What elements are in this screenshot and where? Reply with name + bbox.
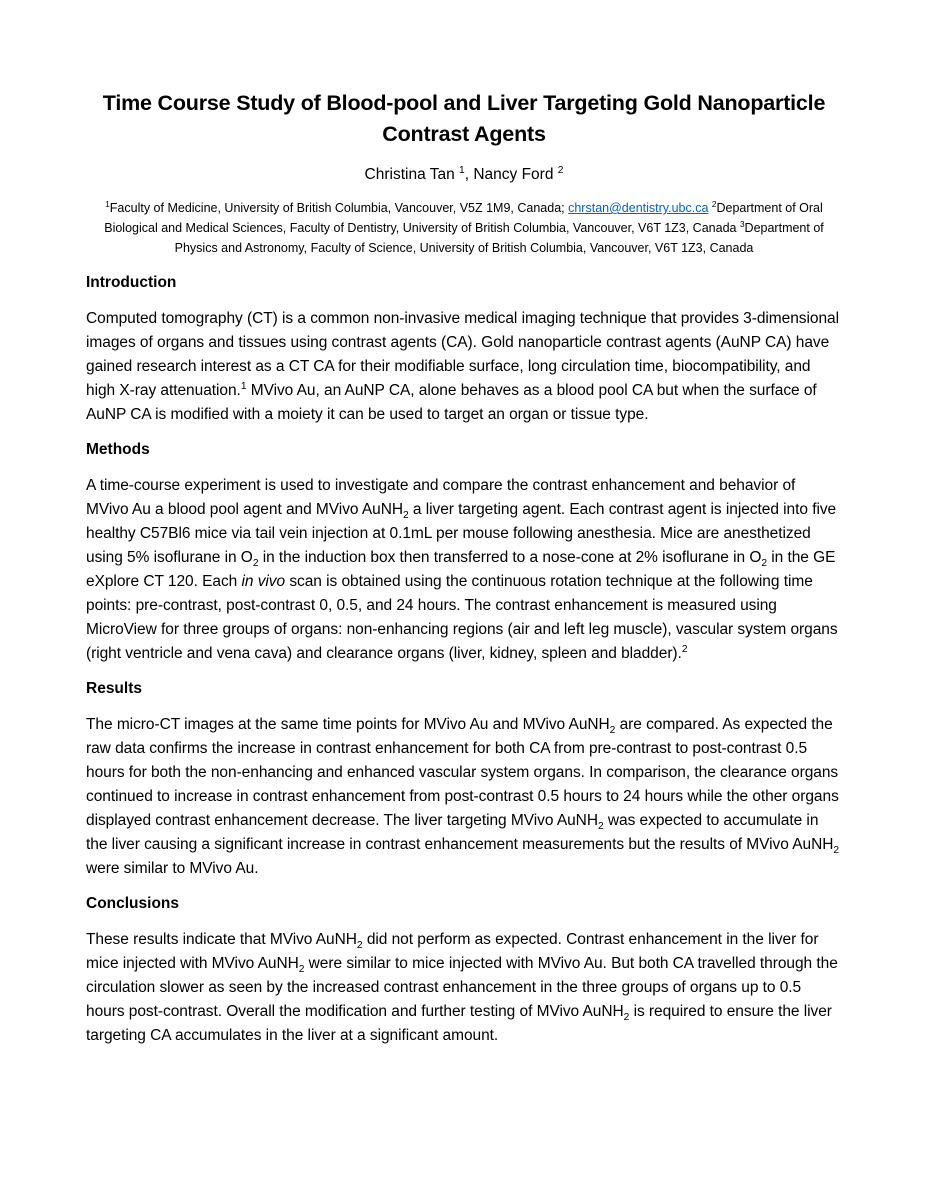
citation-marker: 2: [681, 643, 688, 655]
paragraph-text: MVivo Au, an AuNP CA, alone behaves as a blood pool CA but when the surface of AuNP CA is modified with a moiety it can be used to target an organ or tissue type.: [86, 382, 817, 423]
paragraph-text: are compared. As expected the raw data confirms the increase in contrast enhancement for both CA from pre-contrast to post-contrast 0.5 hours for both the non-enhancing and enhanced vascular system organs. In comparison, the clearance organs continued to increase in contrast enhancement from post-contrast 0.5 hours to 24 hours while the other organs displayed contrast enhancement decrease. The liver targeting MVivo AuNH: [86, 716, 839, 829]
italic-text: in vivo: [241, 573, 286, 590]
paragraph-text: a liver targeting agent. Each contrast agent is injected into five healthy C57Bl6 mice via tail vein injection at 0.1mL per mouse following anesthesia. Mice are anesthetized using 5% isoflurane in O: [86, 501, 837, 566]
paragraph-text: A time-course experiment is used to investigate and compare the contrast enhancement and behavior of MVivo Au a blood pool agent and MVivo AuNH: [86, 477, 796, 518]
subscript: 2: [833, 845, 840, 857]
author-separator: ,: [464, 166, 470, 183]
affiliation-marker: 1: [105, 199, 110, 209]
affiliation-text: Department of Oral Biological and Medical Sciences, Faculty of Dentistry, University of British Columbia, Vancouver, V6T 1Z3, Canada: [104, 201, 823, 235]
paragraph-text: is required to ensure the liver targeting CA accumulates in the liver at a significant amount.: [86, 1003, 832, 1044]
paragraph-text: Computed tomography (CT) is a common non-invasive medical imaging technique that provides 3-dimensional images of organs and tissues using contrast agents (CA). Gold nanoparticle contrast agents (AuNP CA) have gained research interest as a CT CA for their modifiable surface, long circulation time, biocompatibility, and high X-ray attenuation.: [86, 310, 839, 399]
subscript: 2: [623, 1012, 630, 1024]
author-name: Nancy Ford: [473, 166, 554, 183]
affiliation-marker: 2: [557, 164, 564, 176]
paragraph-text: scan is obtained using the continuous rotation technique at the following time points: pre-contrast, post-contrast 0, 0.5, and 24 hours. The contrast enhancement is measured using MicroView for three groups of organs: non-enhancing regions (air and left leg muscle), vascular system organs (right ventricle and vena cava) and clearance organs (liver, kidney, spleen and bladder).: [86, 573, 838, 662]
section-heading-results: Results: [86, 680, 142, 697]
paragraph-text: were similar to MVivo Au.: [86, 860, 259, 877]
affiliations: [86, 198, 842, 258]
citation-marker: 1: [240, 380, 247, 392]
affiliation-text: Department of Physics and Astronomy, Faculty of Science, University of British Columbia, Vancouver, V6T 1Z3, Canada: [174, 221, 824, 255]
subscript: 2: [252, 558, 259, 570]
paragraph-text: did not perform as expected. Contrast enhancement in the liver for mice injected with MVivo AuNH: [86, 931, 819, 972]
email-link[interactable]: chrstan@dentistry.ubc.ca: [568, 201, 709, 215]
subscript: 2: [609, 725, 616, 737]
section-heading-introduction: Introduction: [86, 274, 177, 291]
author-name: Christina Tan: [364, 166, 455, 183]
subscript: 2: [761, 558, 767, 570]
paragraph-text: The micro-CT images at the same time points for MVivo Au and MVivo AuNH: [86, 716, 610, 733]
author-line: [86, 164, 842, 186]
subscript: 2: [298, 964, 305, 976]
affiliation-text: Faculty of Medicine, University of British Columbia, Vancouver, V5Z 1M9, Canada;: [109, 201, 565, 215]
subscript: 2: [597, 821, 604, 833]
section-heading-conclusions: Conclusions: [86, 895, 180, 912]
affiliation-marker: 3: [739, 219, 745, 229]
paper-title: Time Course Study of Blood-pool and Liver Targeting Gold Nanoparticle Contrast Agents: [102, 91, 826, 146]
subscript: 2: [403, 510, 409, 522]
paragraph-text: were similar to mice injected with MVivo Au. But both CA travelled through the circulation slower as seen by the increased contrast enhancement in the three groups of organs up to 0.5 hours post-contrast. Overall the modification and further testing of MVivo AuNH: [86, 955, 838, 1020]
introduction-paragraph: [86, 307, 842, 427]
paragraph-text: in the induction box then transferred to a nose-cone at 2% isoflurane in O: [258, 549, 762, 566]
section-heading-methods: Methods: [86, 441, 150, 458]
affiliation-marker: 1: [459, 164, 465, 176]
conclusions-paragraph: [86, 928, 842, 1048]
paragraph-text: in the GE eXplore CT 120. Each: [86, 549, 836, 590]
methods-paragraph: [86, 474, 842, 666]
results-paragraph: [86, 713, 842, 881]
affiliation-marker: 2: [711, 199, 717, 209]
paragraph-text: was expected to accumulate in the liver causing a significant increase in contrast enhancement measurements but the results of MVivo AuNH: [86, 812, 834, 853]
paragraph-text: These results indicate that MVivo AuNH: [86, 931, 357, 948]
subscript: 2: [356, 940, 363, 952]
paper-page: [86, 88, 842, 1048]
